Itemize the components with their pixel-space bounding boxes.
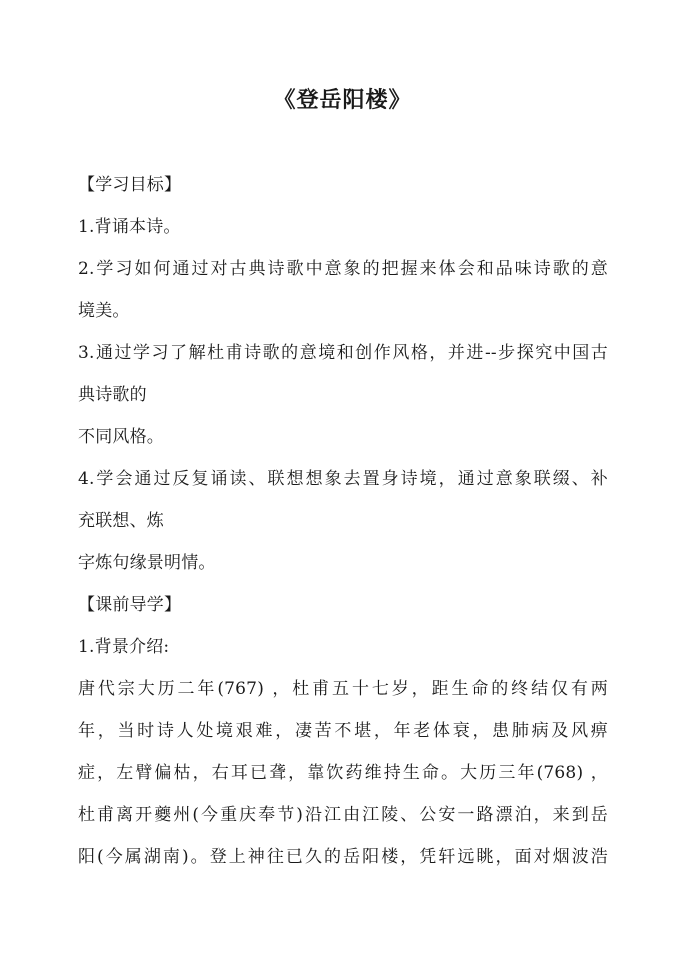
goal-item-3-line-2: 典诗歌的 [78,385,147,405]
page-title: 《登岳阳楼》 [273,87,412,113]
goal-item-2-line-2: 境美。 [78,301,130,321]
goal-item-1: 1.背诵本诗。 [78,217,181,237]
background-paragraph-line-2: 年，当时诗人处境艰难，凄苦不堪，年老体衰，患肺病及风痹 [78,721,608,741]
background-paragraph-line-3: 症，左臂偏枯，右耳已聋，靠饮药维持生命。大历三年(768) ， [78,763,608,783]
background-heading: 1.背景介绍: [78,637,170,657]
section-heading-pre-class: 【课前导学】 [78,595,182,615]
goal-item-4-line-3: 字炼句缘景明情。 [78,553,216,573]
goal-item-4-line-1: 4.学会通过反复诵读、联想想象去置身诗境，通过意象联缀、补 [78,469,608,489]
background-paragraph-line-1: 唐代宗大历二年(767) ，杜甫五十七岁，距生命的终结仅有两 [78,679,608,699]
goal-item-3-line-3: 不同风格。 [78,427,164,447]
background-paragraph-line-5: 阳(今属湖南)。登上神往已久的岳阳楼，凭轩远眺，面对烟波浩 [78,847,608,867]
goal-item-4-line-2: 充联想、炼 [78,511,164,531]
section-heading-learning-goals: 【学习目标】 [78,175,182,195]
goal-item-2-line-1: 2.学习如何通过对古典诗歌中意象的把握来体会和品味诗歌的意 [78,259,608,279]
goal-item-3-line-1: 3.通过学习了解杜甫诗歌的意境和创作风格，并进--步探究中国古 [78,343,608,363]
background-paragraph-line-4: 杜甫离开夔州(今重庆奉节)沿江由江陵、公安一路漂泊，来到岳 [78,805,608,825]
